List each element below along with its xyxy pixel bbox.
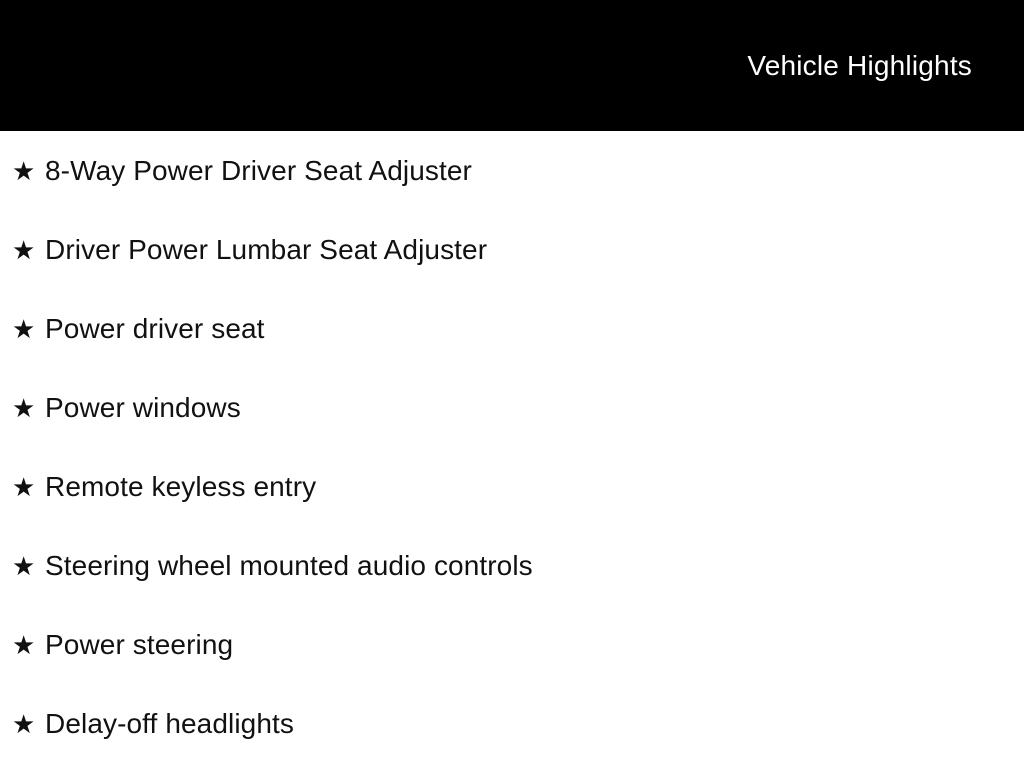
feature-list-item [0,368,1024,447]
star-bullet-icon: ★ [12,392,36,423]
feature-label: 8-Way Power Driver Seat Adjuster [45,154,472,186]
feature-list-item [0,684,1024,763]
star-bullet-icon: ★ [12,155,36,186]
feature-list-item [0,526,1024,605]
feature-list [0,131,1024,763]
feature-label: Driver Power Lumbar Seat Adjuster [45,233,488,265]
feature-list-item [0,605,1024,684]
page-title: Vehicle Highlights [747,49,972,81]
star-bullet-icon: ★ [12,313,36,344]
star-bullet-icon: ★ [12,234,36,265]
star-bullet-icon: ★ [12,629,36,660]
feature-list-item [0,447,1024,526]
feature-list-item [0,131,1024,210]
feature-label: Steering wheel mounted audio controls [45,549,533,581]
feature-label: Power steering [45,628,234,660]
feature-list-item [0,289,1024,368]
page-header [0,0,1024,131]
star-bullet-icon: ★ [12,471,36,502]
feature-list-item [0,210,1024,289]
feature-label: Remote keyless entry [45,470,317,502]
feature-label: Delay-off headlights [45,707,294,739]
star-bullet-icon: ★ [12,550,36,581]
star-bullet-icon: ★ [12,708,36,739]
feature-label: Power windows [45,391,241,423]
feature-label: Power driver seat [45,312,265,344]
